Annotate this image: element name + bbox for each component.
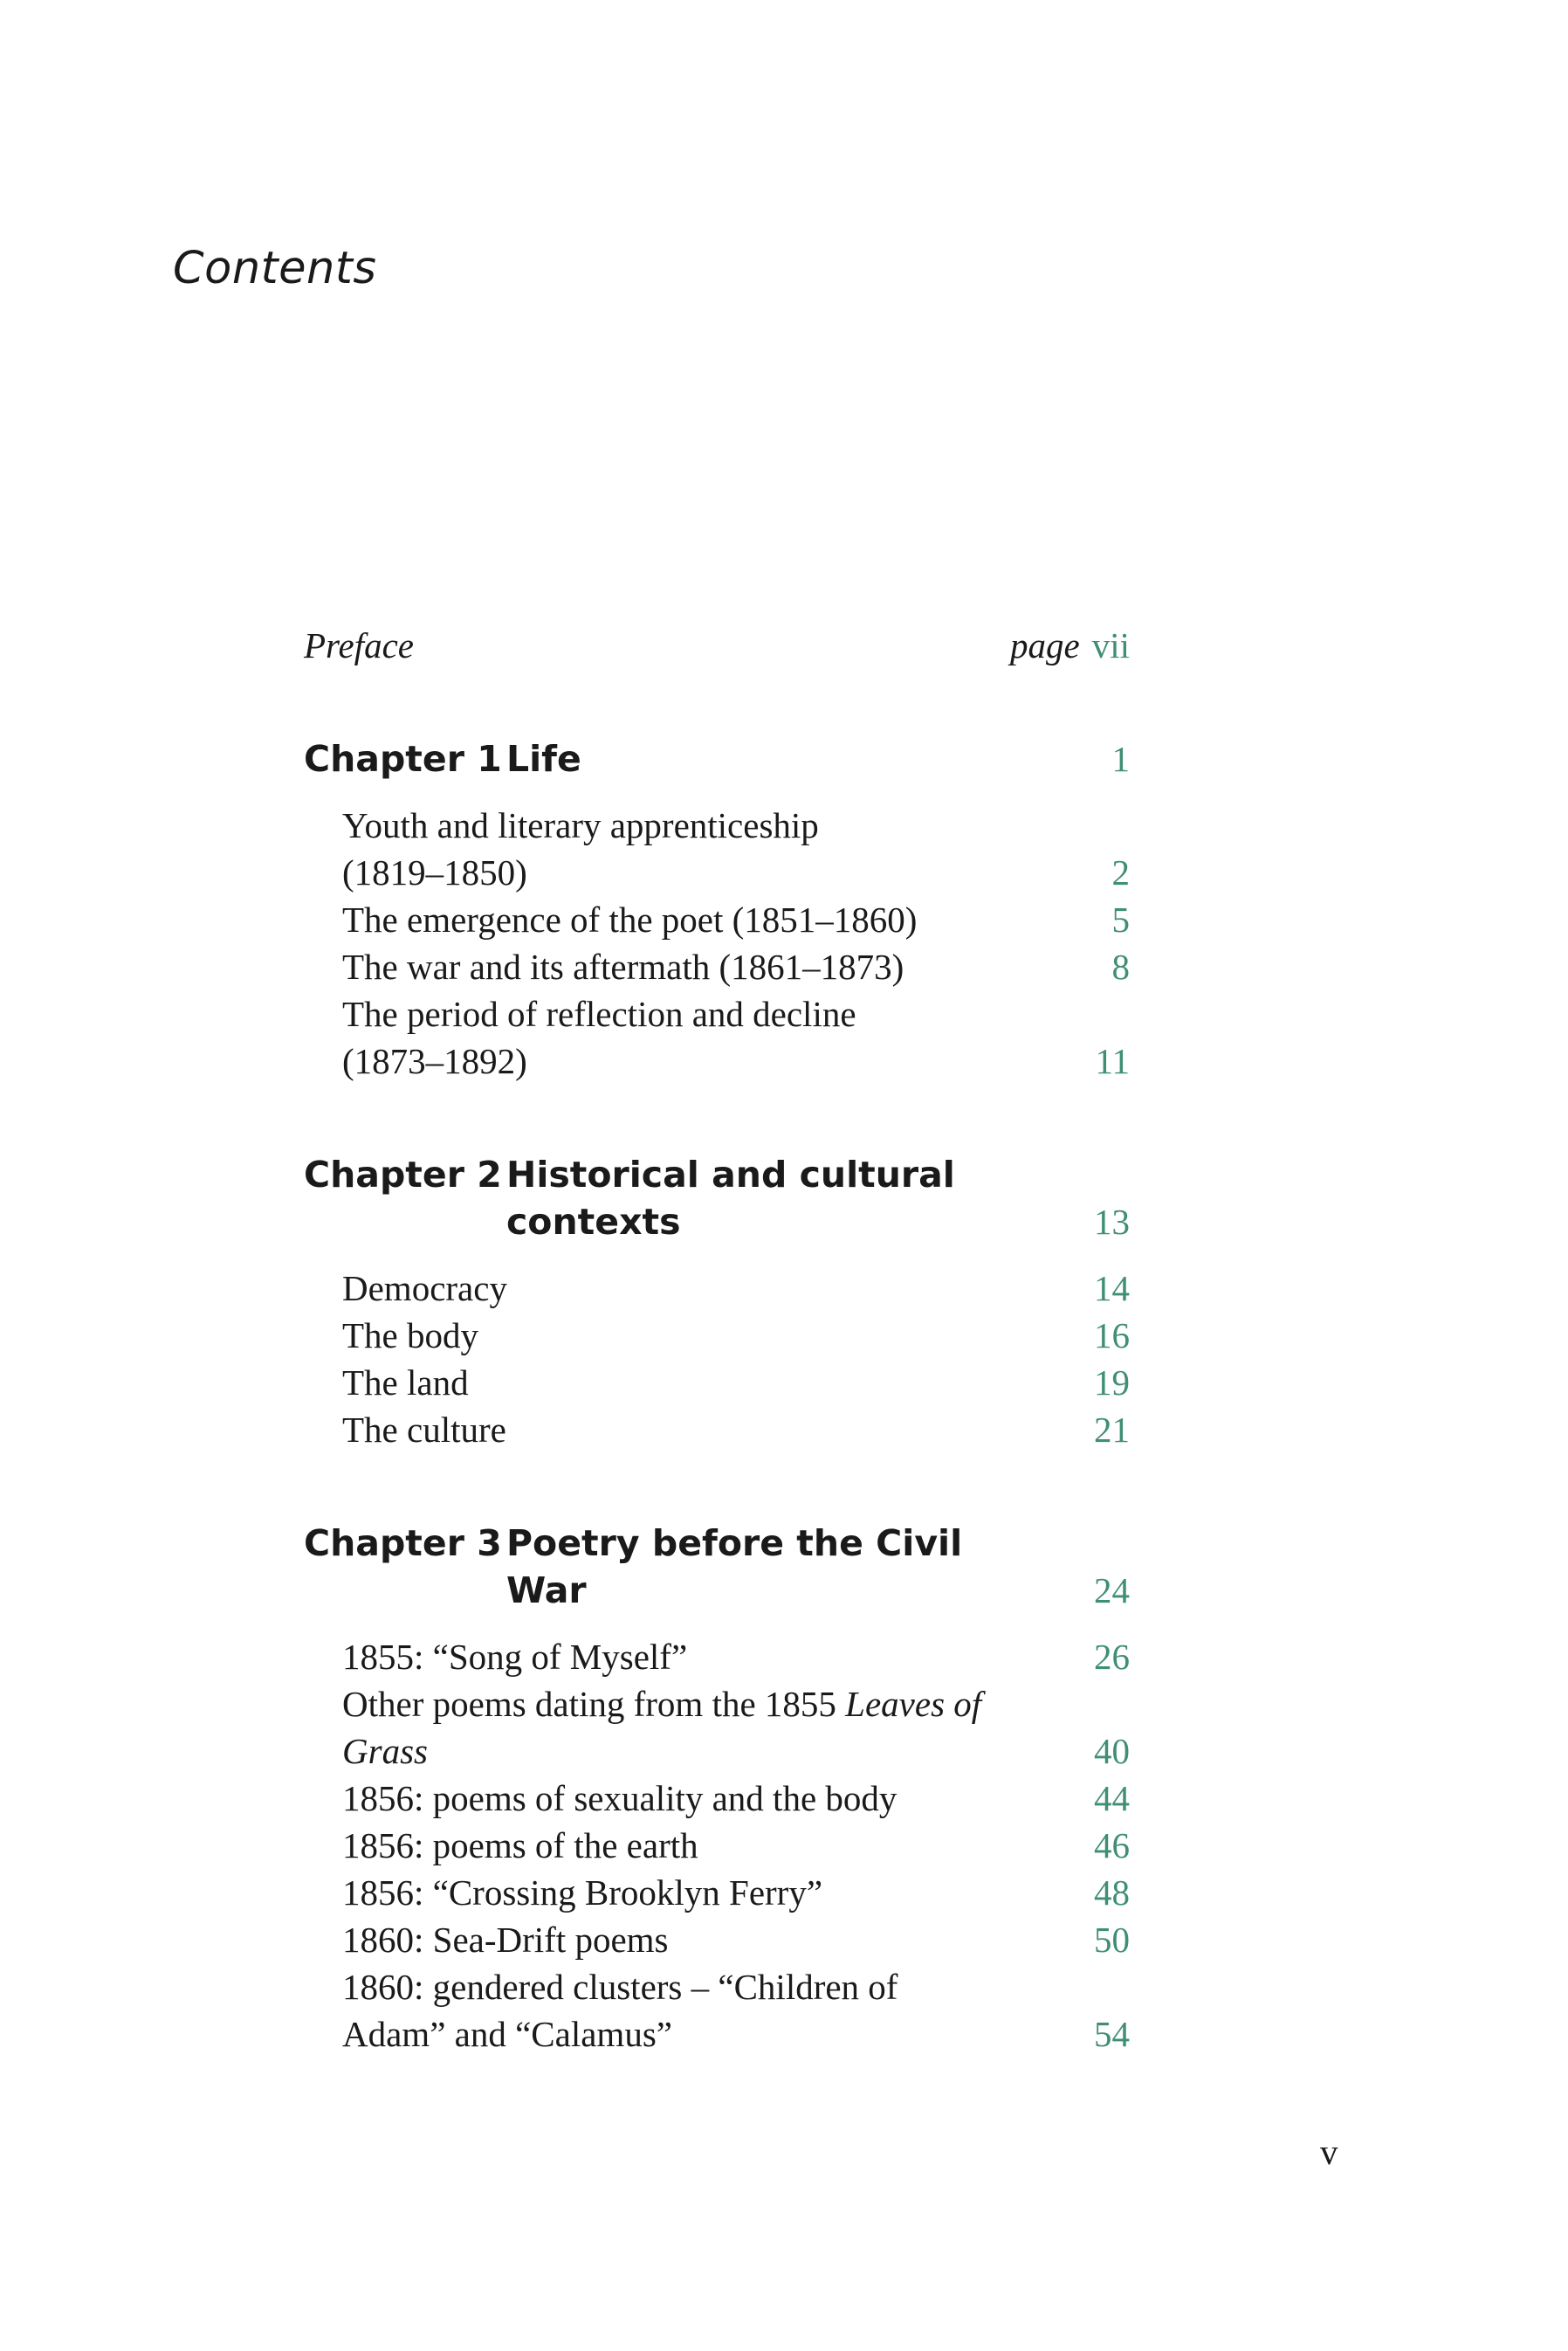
chapter-1 <box>304 735 1130 1085</box>
entry-title-text: Other poems dating from the 1855 <box>342 1684 846 1724</box>
toc-entry[interactable] <box>304 1916 1130 1963</box>
chapter-label: Chapter 2 <box>304 1154 502 1196</box>
toc-entry[interactable] <box>304 1680 1130 1727</box>
chapter-title-line: Historical and cultural <box>506 1154 955 1196</box>
toc-entry[interactable] <box>304 1963 1130 2010</box>
toc-entry[interactable] <box>304 1775 1130 1822</box>
toc-entry-continuation[interactable] <box>304 849 1130 896</box>
entry-title: The culture <box>342 1410 506 1450</box>
entry-page: 46 <box>1094 1825 1130 1865</box>
chapter-title <box>506 1151 995 1245</box>
entry-title <box>342 1680 981 1727</box>
chapter-page: 24 <box>1094 1570 1130 1610</box>
page-heading: Contents <box>173 243 377 294</box>
chapter-heading[interactable] <box>304 1520 1130 1614</box>
entry-title: 1856: poems of the earth <box>342 1825 698 1865</box>
entry-page: 14 <box>1094 1268 1130 1308</box>
entry-page: 11 <box>1095 1041 1130 1081</box>
toc-entry-continuation[interactable] <box>304 2010 1130 2058</box>
toc-entry-continuation[interactable] <box>304 1727 1130 1775</box>
toc-entry[interactable] <box>304 990 1130 1038</box>
table-of-contents <box>304 622 1130 2058</box>
entry-page: 50 <box>1094 1920 1130 1960</box>
toc-entry-continuation[interactable] <box>304 1038 1130 1085</box>
chapter-label: Chapter 1 <box>304 738 502 780</box>
entry-page: 40 <box>1094 1731 1130 1771</box>
toc-entry[interactable] <box>304 943 1130 990</box>
entry-title: 1860: Sea-Drift poems <box>342 1920 669 1960</box>
entry-page: 26 <box>1094 1637 1130 1677</box>
preface-page-number: vii <box>1091 625 1130 665</box>
preface-label: Preface <box>304 625 414 665</box>
chapter-page: 13 <box>1094 1202 1130 1242</box>
preface-page <box>1010 622 1130 669</box>
toc-entry[interactable] <box>304 1406 1130 1453</box>
entry-page: 54 <box>1094 2014 1130 2054</box>
toc-entry[interactable] <box>304 1359 1130 1406</box>
entry-page: 16 <box>1094 1315 1130 1355</box>
chapter-title: Poetry before the Civil War <box>506 1522 963 1611</box>
toc-entry[interactable] <box>304 1312 1130 1359</box>
entry-page: 48 <box>1094 1872 1130 1913</box>
entry-page: 44 <box>1094 1778 1130 1818</box>
entry-title: 1856: poems of sexuality and the body <box>342 1778 897 1818</box>
entry-title: 1855: “Song of Myself” <box>342 1637 688 1677</box>
entry-title-italic: Leaves of <box>845 1684 982 1724</box>
entry-page: 21 <box>1094 1410 1130 1450</box>
entry-title: The body <box>342 1315 478 1355</box>
entry-title: The emergence of the poet (1851–1860) <box>342 900 918 940</box>
chapter-3 <box>304 1520 1130 2058</box>
entry-title: 1860: gendered clusters – “Children of <box>342 1967 898 2007</box>
page-word: page <box>1010 625 1080 665</box>
entry-page: 8 <box>1111 947 1130 987</box>
chapter-label: Chapter 3 <box>304 1522 502 1564</box>
page-folio: v <box>1320 2132 1338 2172</box>
toc-entry-preface[interactable] <box>304 622 1130 669</box>
entry-title: The land <box>342 1362 469 1403</box>
entry-title-continued <box>342 1727 428 1775</box>
entry-title: Democracy <box>342 1268 507 1308</box>
entry-title: The war and its aftermath (1861–1873) <box>342 947 904 987</box>
entry-page: 2 <box>1111 852 1130 893</box>
entry-title-continued: (1819–1850) <box>342 852 527 893</box>
toc-entry[interactable] <box>304 1265 1130 1312</box>
entry-title: 1856: “Crossing Brooklyn Ferry” <box>342 1872 823 1913</box>
entry-title-italic: Grass <box>342 1731 428 1771</box>
entry-title: The period of reflection and decline <box>342 994 856 1034</box>
entry-page: 19 <box>1094 1362 1130 1403</box>
chapter-title-line: contexts <box>506 1201 681 1243</box>
entry-title-continued: (1873–1892) <box>342 1041 527 1081</box>
chapter-title: Life <box>506 738 581 780</box>
chapter-heading[interactable] <box>304 735 1130 783</box>
toc-entry[interactable] <box>304 1869 1130 1916</box>
toc-entry[interactable] <box>304 1633 1130 1680</box>
toc-entry[interactable] <box>304 802 1130 849</box>
toc-entry[interactable] <box>304 896 1130 943</box>
chapter-2 <box>304 1151 1130 1453</box>
toc-entry[interactable] <box>304 1822 1130 1869</box>
chapter-page: 1 <box>1111 739 1130 779</box>
chapter-heading[interactable] <box>304 1151 1130 1245</box>
entry-title-continued: Adam” and “Calamus” <box>342 2014 672 2054</box>
entry-page: 5 <box>1111 900 1130 940</box>
entry-title: Youth and literary apprenticeship <box>342 805 819 845</box>
